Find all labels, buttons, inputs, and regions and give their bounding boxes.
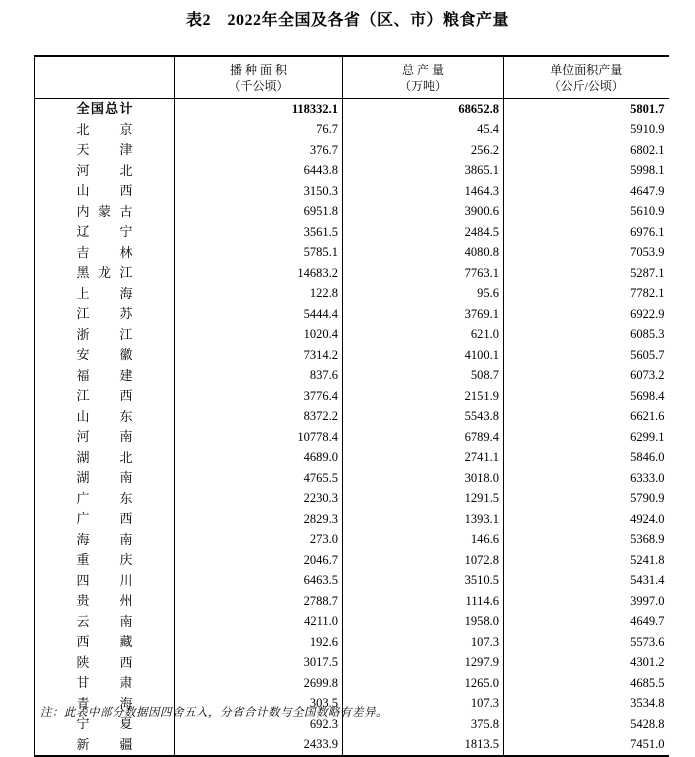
region-name: 上海 — [76, 285, 133, 301]
region-name-cell — [35, 591, 175, 612]
area-value: 2829.3 — [175, 509, 343, 530]
output-value: 1297.9 — [343, 653, 504, 674]
region-name-cell — [35, 304, 175, 325]
grain-production-table — [34, 55, 669, 757]
yield-value: 4685.5 — [630, 675, 665, 690]
output-value: 2741.1 — [343, 448, 504, 469]
sown-area-unit: （千公顷） — [228, 78, 289, 93]
region-name-cell — [35, 99, 175, 120]
province-row — [35, 325, 669, 346]
yield-value: 5573.6 — [630, 634, 665, 649]
yield-value: 4647.9 — [630, 183, 665, 198]
region-name: 辽宁 — [76, 224, 133, 239]
region-name: 宁夏 — [76, 716, 133, 731]
output-value: 256.2 — [343, 140, 504, 161]
area-value: 5785.1 — [175, 243, 343, 264]
output-value: 508.7 — [343, 366, 504, 387]
province-row — [35, 181, 669, 202]
area-value: 837.6 — [175, 366, 343, 387]
region-name: 陕西 — [76, 654, 133, 670]
output-value: 5543.8 — [343, 407, 504, 428]
output-value: 68652.8 — [343, 99, 504, 120]
output-value: 621.0 — [343, 325, 504, 346]
output-value: 2484.5 — [343, 222, 504, 243]
province-row — [35, 591, 669, 612]
table-body — [35, 99, 669, 757]
area-value: 2699.8 — [175, 673, 343, 694]
area-value: 273.0 — [175, 530, 343, 551]
region-name: 四川 — [76, 572, 133, 588]
region-name-cell — [35, 427, 175, 448]
header-cell-sown-area — [175, 56, 343, 99]
output-value: 4100.1 — [343, 345, 504, 366]
output-value: 3769.1 — [343, 304, 504, 325]
area-value: 5444.4 — [175, 304, 343, 325]
yield-value: 5801.7 — [630, 101, 665, 116]
table-header — [35, 56, 669, 99]
region-name: 安徽 — [76, 347, 133, 362]
output-value: 4080.8 — [343, 243, 504, 264]
region-name: 山东 — [76, 408, 133, 424]
output-value: 107.3 — [343, 632, 504, 653]
region-name-cell — [35, 181, 175, 202]
output-value: 2151.9 — [343, 386, 504, 407]
region-name: 海南 — [76, 531, 133, 547]
region-name: 青海 — [76, 695, 133, 711]
region-name: 浙江 — [76, 326, 133, 342]
region-name-cell — [35, 386, 175, 407]
area-value: 14683.2 — [175, 263, 343, 284]
area-value: 76.7 — [175, 120, 343, 141]
output-value: 146.6 — [343, 530, 504, 551]
region-name: 广东 — [76, 490, 133, 506]
yield-value: 5998.1 — [630, 163, 665, 177]
province-row — [35, 550, 669, 571]
output-value: 1114.6 — [343, 591, 504, 612]
yield-value: 4924.0 — [630, 511, 665, 526]
yield-value: 4649.7 — [630, 614, 665, 628]
area-value: 2433.9 — [175, 735, 343, 757]
region-name: 北京 — [76, 121, 133, 137]
area-value: 692.3 — [175, 714, 343, 735]
header-cell-total-output — [343, 56, 504, 99]
province-row — [35, 345, 669, 366]
yield-value: 7782.1 — [630, 286, 665, 300]
region-name-cell — [35, 161, 175, 182]
region-name-cell — [35, 222, 175, 243]
province-row — [35, 263, 669, 284]
region-name-cell — [35, 509, 175, 530]
region-name: 湖北 — [76, 449, 133, 465]
province-row — [35, 571, 669, 592]
page-title: 表2 2022年全国及各省（区、市）粮食产量 — [185, 12, 509, 29]
yield-value: 6299.1 — [630, 429, 665, 444]
header-cell-unit-yield — [504, 56, 669, 99]
province-row — [35, 304, 669, 325]
yield-value: 7053.9 — [630, 245, 665, 259]
area-value: 7314.2 — [175, 345, 343, 366]
yield-value: 5368.9 — [630, 532, 665, 546]
yield-value: 6976.1 — [630, 224, 665, 239]
province-row — [35, 530, 669, 551]
region-name-cell — [35, 489, 175, 510]
region-name: 山西 — [76, 183, 133, 198]
area-value: 3017.5 — [175, 653, 343, 674]
area-value: 3150.3 — [175, 181, 343, 202]
output-value: 45.4 — [343, 120, 504, 141]
province-row — [35, 468, 669, 489]
province-row — [35, 243, 669, 264]
total-row — [35, 99, 669, 120]
sown-area-label: 播 种 面 积 — [229, 62, 287, 77]
output-value: 6789.4 — [343, 427, 504, 448]
region-name: 天津 — [76, 142, 133, 157]
yield-value: 5428.8 — [630, 716, 665, 731]
area-value: 303.5 — [175, 694, 343, 715]
yield-value: 5910.9 — [630, 122, 665, 136]
province-row — [35, 161, 669, 182]
unit-yield-label: 单位面积产量 — [550, 62, 623, 77]
area-value: 6443.8 — [175, 161, 343, 182]
region-name-cell — [35, 550, 175, 571]
total-output-unit: （万吨） — [398, 78, 447, 93]
province-row — [35, 427, 669, 448]
yield-value: 5605.7 — [630, 347, 665, 362]
yield-value: 5846.0 — [630, 450, 665, 464]
output-value: 1291.5 — [343, 489, 504, 510]
region-name-cell — [35, 366, 175, 387]
region-name-cell — [35, 243, 175, 264]
output-value: 1072.8 — [343, 550, 504, 571]
region-name-cell — [35, 612, 175, 633]
province-row — [35, 673, 669, 694]
region-name-cell — [35, 120, 175, 141]
area-value: 2230.3 — [175, 489, 343, 510]
output-value: 1464.3 — [343, 181, 504, 202]
yield-value: 5431.4 — [630, 573, 665, 587]
province-row — [35, 284, 669, 305]
area-value: 2046.7 — [175, 550, 343, 571]
area-value: 6463.5 — [175, 571, 343, 592]
output-value: 375.8 — [343, 714, 504, 735]
yield-value: 4301.2 — [630, 655, 665, 669]
output-value: 1813.5 — [343, 735, 504, 757]
province-row — [35, 140, 669, 161]
region-name-cell — [35, 468, 175, 489]
yield-value: 3534.8 — [630, 696, 665, 710]
province-row — [35, 407, 669, 428]
yield-value: 5610.9 — [630, 204, 665, 218]
yield-value: 6073.2 — [630, 368, 665, 382]
output-value: 7763.1 — [343, 263, 504, 284]
output-value: 1393.1 — [343, 509, 504, 530]
province-row — [35, 735, 669, 757]
yield-value: 5287.1 — [630, 265, 665, 280]
region-name-cell — [35, 140, 175, 161]
province-row — [35, 489, 669, 510]
region-name-cell — [35, 571, 175, 592]
area-value: 6951.8 — [175, 202, 343, 223]
output-value: 95.6 — [343, 284, 504, 305]
area-value: 4211.0 — [175, 612, 343, 633]
region-name-cell — [35, 735, 175, 757]
region-name: 江西 — [76, 388, 133, 403]
yield-value: 6922.9 — [630, 306, 665, 321]
region-name: 江苏 — [76, 306, 133, 321]
region-name-cell — [35, 632, 175, 653]
region-name: 广西 — [76, 511, 133, 526]
yield-value: 6085.3 — [630, 327, 665, 341]
province-row — [35, 632, 669, 653]
yield-value: 6802.1 — [630, 142, 665, 157]
province-row — [35, 386, 669, 407]
region-name: 黑龙江 — [76, 265, 133, 280]
area-value: 192.6 — [175, 632, 343, 653]
output-value: 1265.0 — [343, 673, 504, 694]
region-name: 内蒙古 — [76, 203, 133, 219]
province-row — [35, 653, 669, 674]
region-name: 湖南 — [76, 470, 133, 485]
total-output-label: 总 产 量 — [401, 62, 444, 77]
region-name: 西藏 — [76, 634, 133, 649]
yield-value: 6621.6 — [630, 409, 665, 423]
region-name-cell — [35, 325, 175, 346]
region-name: 河北 — [76, 162, 133, 178]
region-name-cell — [35, 407, 175, 428]
region-name-cell — [35, 673, 175, 694]
province-row — [35, 448, 669, 469]
region-name: 甘肃 — [76, 675, 133, 690]
yield-value: 7451.0 — [630, 737, 665, 751]
region-name-cell — [35, 345, 175, 366]
output-value: 3865.1 — [343, 161, 504, 182]
region-name: 贵州 — [76, 593, 133, 608]
yield-value: 5790.9 — [630, 491, 665, 505]
yield-value: 5698.4 — [630, 388, 665, 403]
province-row — [35, 222, 669, 243]
province-row — [35, 366, 669, 387]
area-value: 4689.0 — [175, 448, 343, 469]
region-name: 全国总计 — [76, 101, 133, 116]
area-value: 1020.4 — [175, 325, 343, 346]
area-value: 376.7 — [175, 140, 343, 161]
area-value: 122.8 — [175, 284, 343, 305]
area-value: 10778.4 — [175, 427, 343, 448]
region-name: 新疆 — [76, 736, 133, 752]
province-row — [35, 509, 669, 530]
output-value: 107.3 — [343, 694, 504, 715]
header-row — [35, 56, 669, 99]
unit-yield-unit: （公斤/公顷） — [548, 78, 624, 93]
region-name-cell — [35, 653, 175, 674]
output-value: 3018.0 — [343, 468, 504, 489]
area-value: 3776.4 — [175, 386, 343, 407]
region-name: 重庆 — [76, 552, 133, 567]
output-value: 3510.5 — [343, 571, 504, 592]
output-value: 3900.6 — [343, 202, 504, 223]
area-value: 118332.1 — [175, 99, 343, 120]
output-value: 1958.0 — [343, 612, 504, 633]
header-cell-region — [35, 56, 175, 99]
region-name: 云南 — [76, 613, 133, 629]
region-name: 吉林 — [76, 244, 133, 260]
yield-value: 3997.0 — [630, 593, 665, 608]
yield-value: 6333.0 — [630, 470, 665, 485]
area-value: 2788.7 — [175, 591, 343, 612]
province-row — [35, 202, 669, 223]
footnote: 注：此表中部分数据因四舍五入，分省合计数与全国数略有差异。 — [40, 707, 388, 719]
province-row — [35, 612, 669, 633]
yield-value: 5241.8 — [630, 552, 665, 567]
region-name-cell — [35, 448, 175, 469]
region-name: 河南 — [76, 429, 133, 444]
province-row — [35, 120, 669, 141]
area-value: 8372.2 — [175, 407, 343, 428]
area-value: 3561.5 — [175, 222, 343, 243]
region-name-cell — [35, 530, 175, 551]
region-name-cell — [35, 263, 175, 284]
region-name-cell — [35, 202, 175, 223]
region-name-cell — [35, 284, 175, 305]
area-value: 4765.5 — [175, 468, 343, 489]
region-name: 福建 — [76, 367, 133, 383]
